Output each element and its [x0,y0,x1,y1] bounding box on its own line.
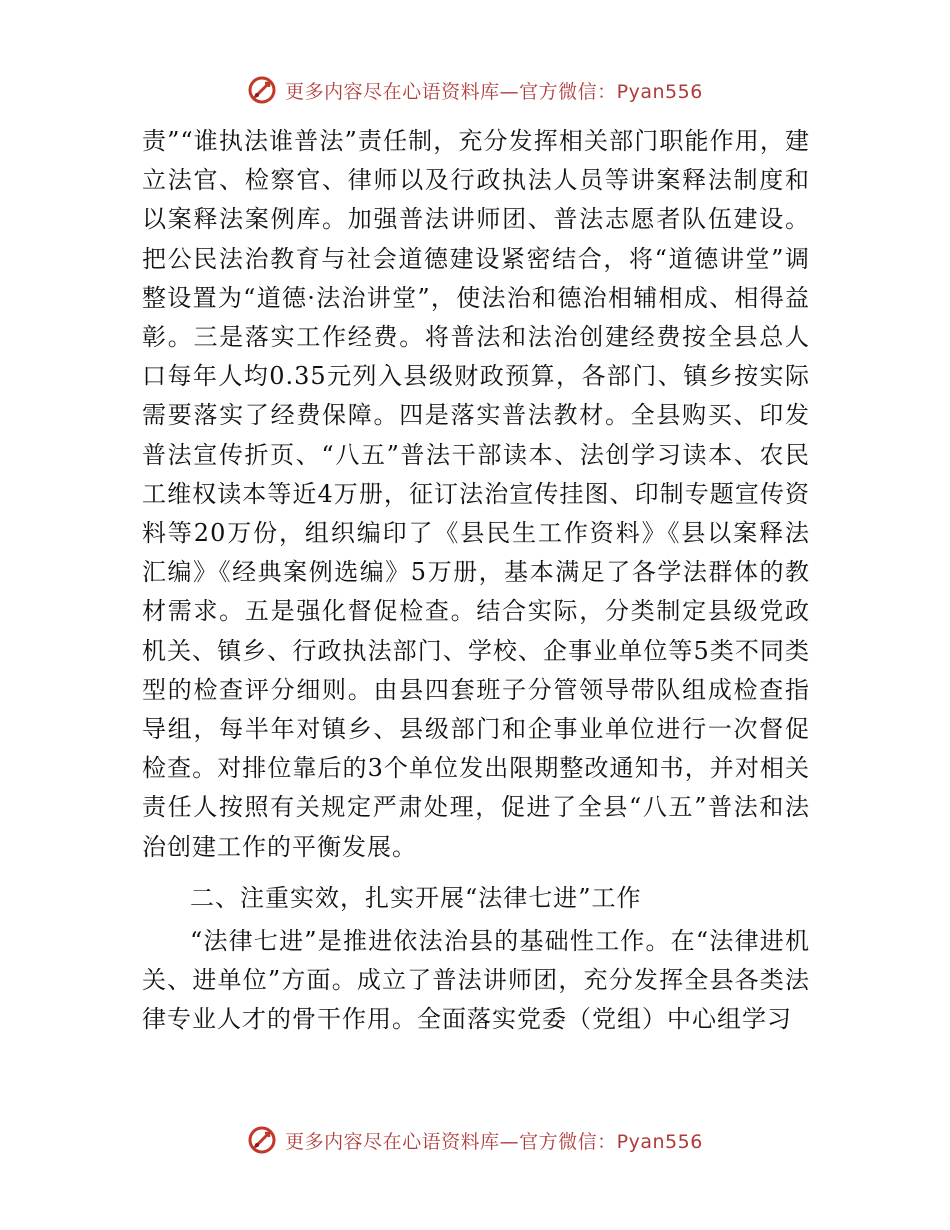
header-watermark [0,72,950,108]
section-heading: 二、注重实效，扎实开展“法律七进”工作 [190,883,642,912]
red-circle-pen-icon [247,1125,277,1155]
document-body [142,122,810,1040]
watermark-text: 更多内容尽在心语资料库—官方微信：Pyan556 [285,80,703,103]
body-paragraph: “法律七进”是推进依法治县的基础性工作。在“法律进机关、进单位”方面。成立了普法讲师团，充分发挥全县各类法律专业人才的骨干作用。全面落实党委（党组）中心组学习 [142,927,810,1034]
watermark-text: 更多内容尽在心语资料库—官方微信：Pyan556 [285,1130,703,1153]
red-circle-pen-icon [247,75,277,105]
footer-watermark [0,1122,950,1158]
body-paragraph: 责”“谁执法谁普法”责任制，充分发挥相关部门职能作用，建立法官、检察官、律师以及行政执法人员等讲案释法制度和以案释法案例库。加强普法讲师团、普法志愿者队伍建设。把公民法治教育与社会道德建设紧密结合，将“道德讲堂”调整设置为“道德·法治讲堂”，使法治和德治相辅相成、相得益彰。三是落实工作经费。将普法和法治创建经费按全县总人口每年人均0.35元列入县级财政预算，各部门、镇乡按实际需要落实了经费保障。四是落实普法教材。全县购买、印发普法宣传折页、“八五”普法干部读本、法创学习读本、农民工维权读本等近4万册，征订法治宣传挂图、印制专题宣传资料等20万份，组织编印了《县民生工作资料》《县以案释法汇编》《经典案例选编》5万册，基本满足了各学法群体的教材需求。五是强化督促检查。结合实际，分类制定县级党政机关、镇乡、行政执法部门、学校、企事业单位等5类不同类型的检查评分细则。由县四套班子分管领导带队组成检查指导组，每半年对镇乡、县级部门和企事业单位进行一次督促检查。对排位靠后的3个单位发出限期整改通知书，并对相关责任人按照有关规定严肃处理，促进了全县“八五”普法和法治创建工作的平衡发展。 [142,127,810,861]
